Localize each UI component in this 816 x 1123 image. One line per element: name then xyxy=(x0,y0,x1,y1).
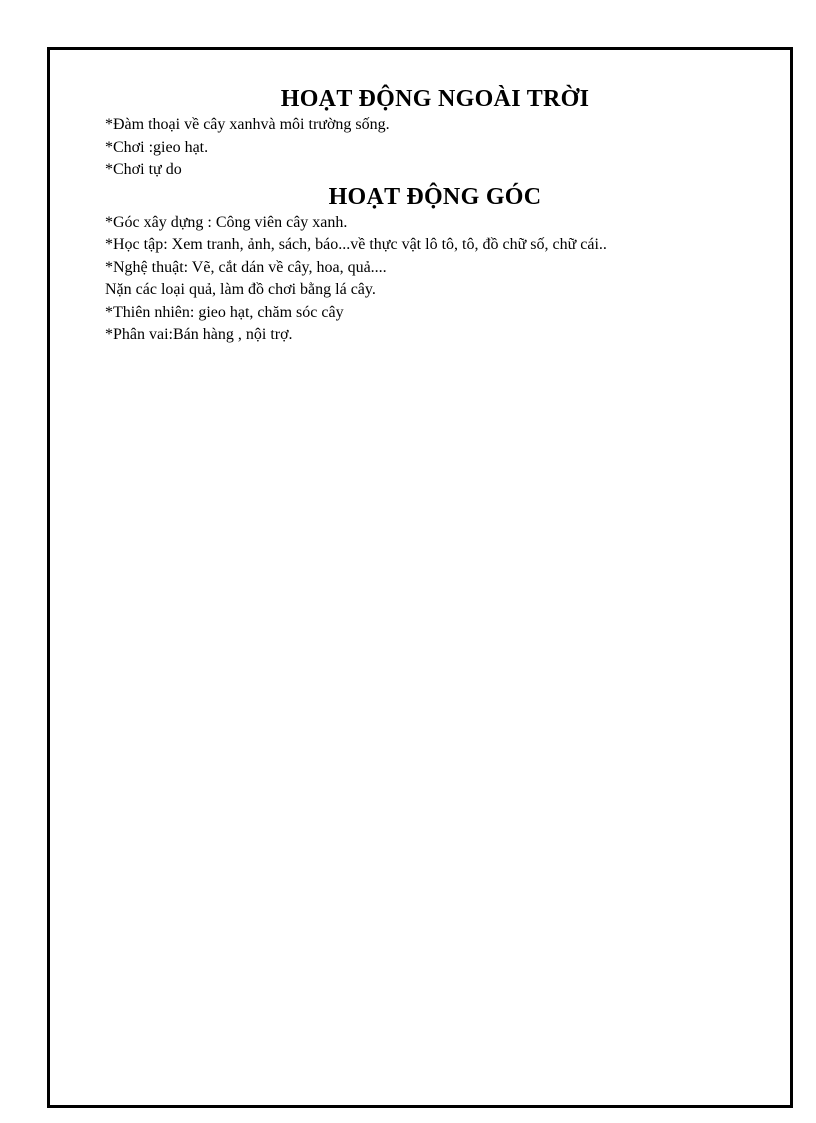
corner-line-2: *Học tập: Xem tranh, ảnh, sách, báo...về thực vật lô tô, tô, đồ chữ số, chữ cái.. xyxy=(105,236,607,253)
corner-line-6: *Phân vai:Bán hàng , nội trợ. xyxy=(105,326,293,343)
outdoor-line-2: *Chơi :gieo hạt. xyxy=(105,138,209,156)
corner-line-3: *Nghệ thuật: Vẽ, cắt dán về cây, hoa, quả.... xyxy=(105,258,387,276)
section-title-outdoor: HOẠT ĐỘNG NGOÀI TRỜI xyxy=(280,86,590,112)
outdoor-line-3: *Chơi tự do xyxy=(105,161,182,178)
corner-line-1: *Góc xây dựng : Công viên cây xanh. xyxy=(105,213,348,231)
outdoor-line-1: *Đàm thoại về cây xanhvà môi trường sống. xyxy=(105,116,390,133)
section-title-corner: HOẠT ĐỘNG GÓC xyxy=(328,183,542,210)
corner-line-5: *Thiên nhiên: gieo hạt, chăm sóc cây xyxy=(105,303,344,321)
corner-line-4: Nặn các loại quả, làm đồ chơi bằng lá cây. xyxy=(105,281,376,298)
document-content xyxy=(105,84,765,347)
